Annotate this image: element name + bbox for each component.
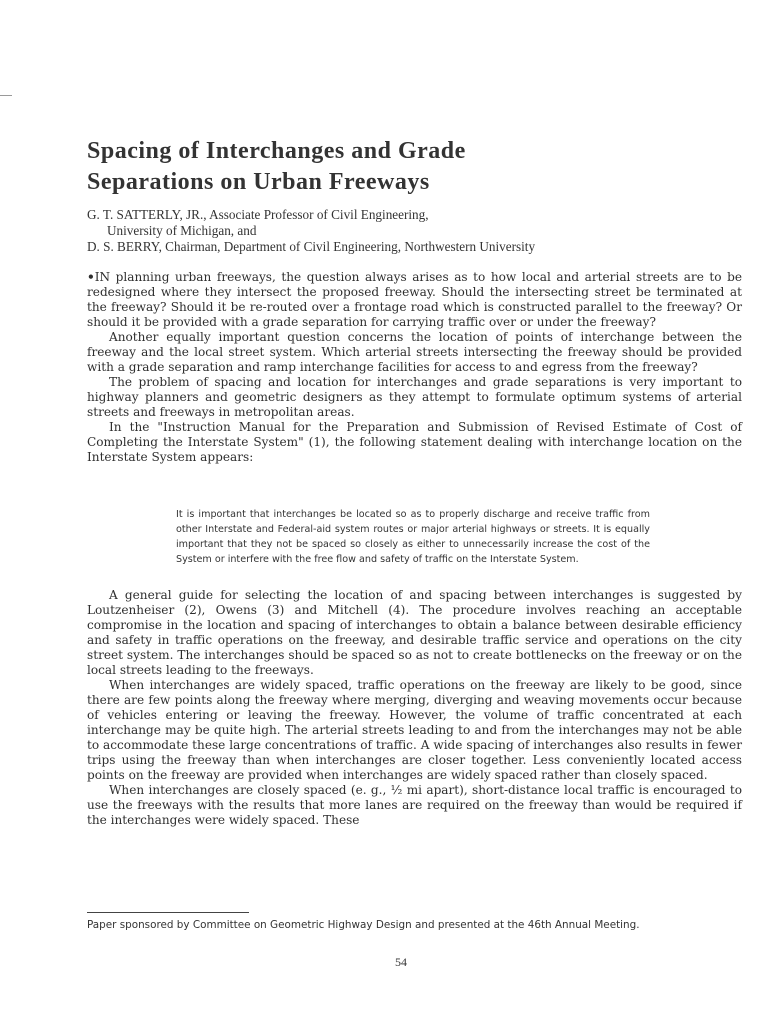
paragraph-2: Another equally important question concerns the location of points of interchange between the freeway and the local street system. Which arterial streets intersecting the freeway should be provided with a grade separation and ramp interchange facilities for access to and egress from the freeway? [87,330,742,374]
title-line-1: Spacing of Interchanges and Grade [87,138,466,164]
margin-mark [0,95,12,96]
paragraph-1 [87,270,742,330]
block-quote: It is important that interchanges be located so as to properly discharge and receive traffic from other Interstate and Federal-aid system routes or major arterial highways or streets. It is equally important that they not be spaced so closely as either to unnecessarily increase the cost of the System or interfere with the free flow and safety of traffic on the Interstate System. [176,509,650,565]
author-line-2: University of Michigan, and [107,223,257,238]
author-line-1: G. T. SATTERLY, JR., Associate Professor of Civil Engineering, [87,207,429,222]
paragraph-5: A general guide for selecting the location of and spacing between interchanges is suggested by Loutzenheiser (2), Owens (3) and Mitchell (4). The procedure involves reaching an acceptable compromise in the location and spacing of interchanges to obtain a balance between desirable efficiency and safety in traffic operations on the freeway, and desirable traffic service and operations on the city street system. The interchanges should be spaced so as not to create bottlenecks on the freeway or on the local streets leading to the freeways. [87,588,742,677]
footnote: Paper sponsored by Committee on Geometric Highway Design and presented at the 46th Annual Meeting. [87,919,640,931]
page-number: 54 [395,955,407,969]
paragraph-6: When interchanges are widely spaced, traffic operations on the freeway are likely to be good, since there are few points along the freeway where merging, diverging and weaving movements occur because of vehicles entering or leaving the freeway. However, the volume of traffic concentrated at each interchange may be quite high. The arterial streets leading to and from the interchanges may not be able to accommodate these large concentrations of traffic. A wide spacing of interchanges also results in fewer trips using the freeway than when interchanges are closer together. Less conveniently located access points on the freeway are provided when interchanges are widely spaced rather than closely spaced. [87,678,742,782]
bullet-mark: • [87,270,95,284]
intro-section [87,270,742,465]
footnote-divider [87,912,249,913]
title-line-2: Separations on Urban Freeways [87,169,430,195]
paper-title [87,136,707,198]
paragraph-1-text: IN planning urban freeways, the question always arises as to how local and arterial streets are to be redesigned where they intersect the proposed freeway. Should the intersecting street be terminated at the freeway? Should it be re-routed over a frontage road which is constructed parallel to the freeway? Or should it be provided with a grade separation for carrying traffic over or under the freeway? [87,270,742,329]
paragraph-7: When interchanges are closely spaced (e. g., ½ mi apart), short-distance local traffic is encouraged to use the freeways with the results that more lanes are required on the freeway than would be required if the interchanges were widely spaced. These [87,783,742,827]
main-section [87,588,742,828]
author-line-3: D. S. BERRY, Chairman, Department of Civil Engineering, Northwestern University [87,239,536,254]
paragraph-4: In the "Instruction Manual for the Preparation and Submission of Revised Estimate of Cost of Completing the Interstate System" (1), the following statement dealing with interchange location on the Interstate System appears: [87,420,742,464]
paragraph-3: The problem of spacing and location for interchanges and grade separations is very important to highway planners and geometric designers as they attempt to formulate optimum systems of arterial streets and freeways in metropolitan areas. [87,375,742,419]
author-block [87,207,757,255]
